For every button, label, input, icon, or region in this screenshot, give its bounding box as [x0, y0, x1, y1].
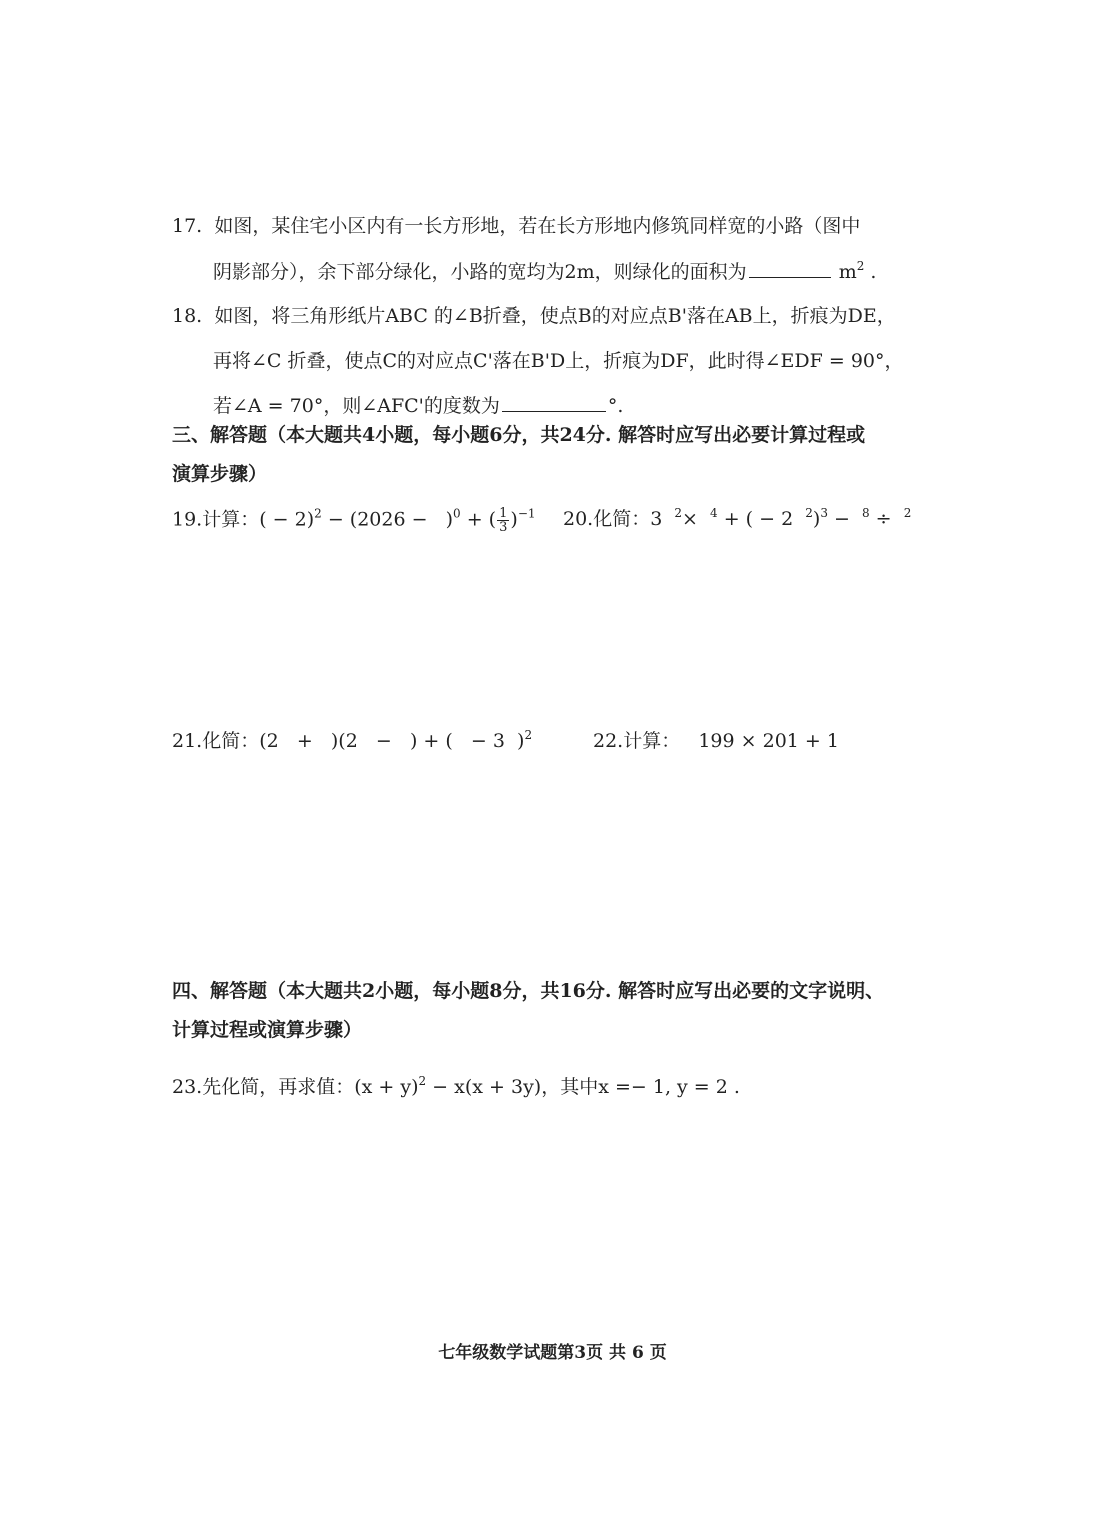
q21-expr: (2 + )(2 − ) + ( − 3 )	[259, 730, 525, 752]
q17-text-3: ，则绿化的面积为	[594, 261, 747, 283]
q19-expr-4: )	[510, 508, 518, 531]
section-4-heading	[172, 979, 884, 1003]
q19-exp-1: 2	[314, 506, 322, 521]
q19-line	[172, 507, 536, 534]
q19-label: 19.计算：	[172, 508, 260, 531]
q23-exp-1: 2	[418, 1074, 427, 1088]
q21-line	[172, 729, 532, 753]
q20-expr-5: −	[827, 508, 862, 530]
q20-exp-1: 2	[674, 506, 683, 520]
q22-label: 22.计算：	[593, 730, 681, 752]
q17-unit: m	[838, 261, 857, 283]
q20-expr-4: )	[812, 508, 821, 530]
q17-number: 17.	[172, 215, 203, 237]
section-3-heading-line-1: 三、解答题（本大题共4小题，每小题6分，共24分. 解答时应写出必要计算过程或	[172, 424, 866, 446]
q18-text-3: 若∠A = 70°，则∠AFC'的度数为	[213, 395, 500, 417]
q18-number: 18.	[172, 305, 203, 327]
q23-expr-2: − x(x + 3y)，其中x =− 1, y = 2 .	[426, 1076, 740, 1098]
q18-line-3	[213, 393, 623, 418]
q18-degree-end: °.	[607, 395, 624, 417]
q17-answer-blank[interactable]	[749, 259, 831, 278]
q17-text-2: 阴影部分），余下部分绿化，小路的宽均为	[213, 261, 565, 283]
section-3-heading-line-2: 演算步骤）	[172, 463, 268, 485]
q23-expr-1: (x + y)	[354, 1076, 419, 1098]
q20-exp-5: 8	[862, 506, 870, 520]
section-4-heading-2	[172, 1018, 362, 1042]
q18-line-1	[172, 304, 896, 328]
q17-text-1: 如图，某住宅小区内有一长方形地，若在长方形地内修筑同样宽的小路（图中	[214, 215, 861, 237]
q22-line	[593, 729, 839, 753]
q22-expr: 199 × 201 + 1	[698, 730, 839, 752]
q20-exp-6: 2	[903, 506, 912, 520]
section-3-heading-2	[172, 462, 267, 486]
q20-expr-6: ÷	[869, 508, 904, 530]
q19-fraction-denominator: 3	[499, 520, 508, 535]
q18-text-1: 如图，将三角形纸片ABC 的∠B折叠，使点B的对应点B'落在AB上，折痕为DE，	[214, 305, 896, 327]
q20-expr-2: ×	[682, 508, 711, 530]
q18-line-2	[213, 349, 904, 373]
q20-exp-3: 2	[805, 506, 813, 520]
q20-label: 20.化简：	[563, 508, 651, 530]
q20-expr-1: 3	[650, 508, 675, 530]
q20-exp-2: 4	[710, 506, 718, 520]
q19-expr-3: + (	[460, 508, 497, 531]
section-4-heading-line-2: 计算过程或演算步骤）	[172, 1019, 363, 1041]
q20-expr-3: + ( − 2	[717, 508, 806, 530]
section-4-heading-line-1: 四、解答题（本大题共2小题，每小题8分，共16分. 解答时应写出必要的文字说明、	[172, 980, 885, 1002]
page-footer: 七年级数学试题第3页 共 6 页	[438, 1343, 667, 1363]
q18-text-2: 再将∠C 折叠，使点C的对应点C'落在B'D上，折痕为DF，此时得∠EDF = 90°，	[213, 350, 904, 372]
q20-exp-4: 3	[820, 506, 828, 520]
q19-exp-4: −1	[517, 506, 536, 521]
q19-expr-2: − (2026 − )	[321, 508, 454, 531]
q21-label: 21.化简：	[172, 730, 260, 752]
q23-label: 23.先化简，再求值：	[172, 1076, 355, 1098]
q23-line	[172, 1075, 740, 1099]
q19-fraction	[497, 507, 509, 534]
q17-line-1	[172, 214, 860, 238]
section-3-heading	[172, 423, 865, 447]
q17-road-width: 2m	[564, 261, 595, 283]
q19-exp-2: 0	[453, 506, 461, 521]
q19-fraction-numerator: 1	[499, 506, 508, 521]
q18-answer-blank[interactable]	[502, 393, 606, 412]
q17-line-2	[213, 259, 876, 284]
q21-exp: 2	[524, 728, 533, 742]
q20-line	[563, 507, 911, 531]
q19-expr-1: ( − 2)	[259, 508, 315, 531]
q17-period: .	[870, 261, 877, 283]
q17-unit-exponent: 2	[856, 259, 865, 273]
